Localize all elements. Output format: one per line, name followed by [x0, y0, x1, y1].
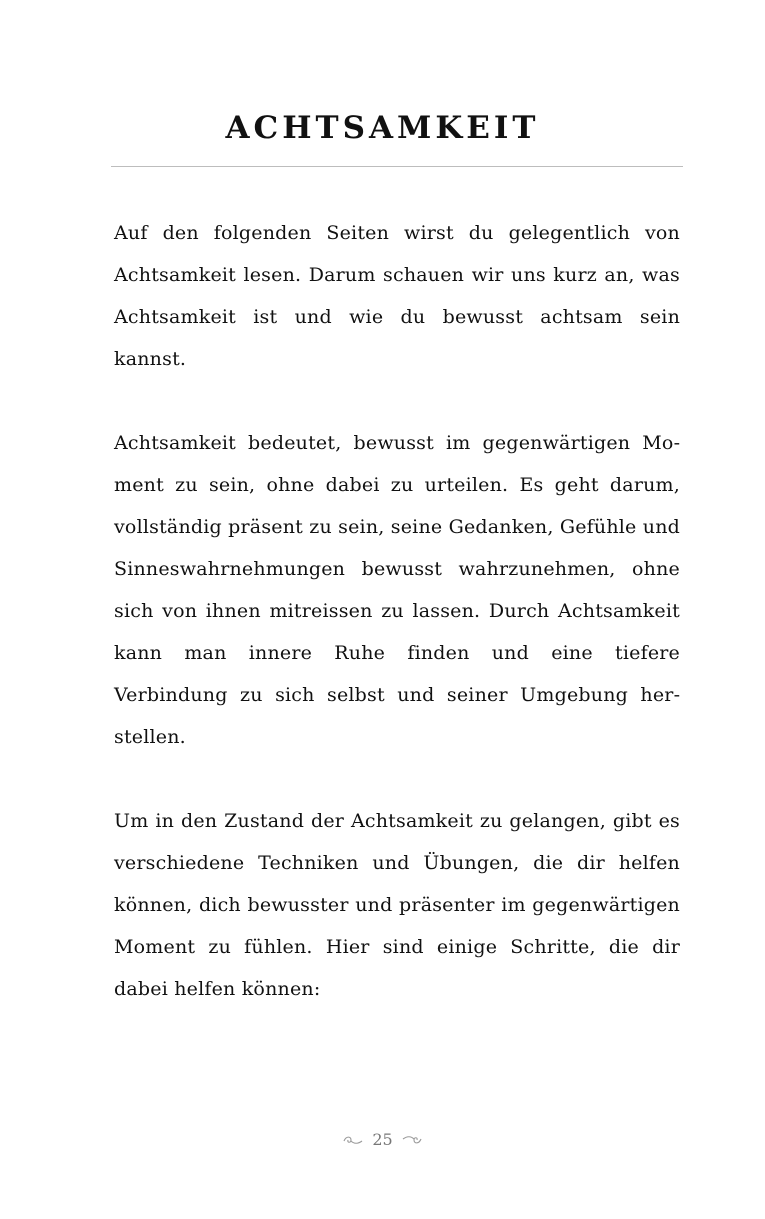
swirl-ornament-icon	[401, 1134, 423, 1146]
chapter-title: ACHTSAMKEIT	[225, 110, 540, 146]
paragraph-1: Auf den folgenden Seiten wirst du gelegentlich von Achtsamkeit lesen. Darum schauen wir uns kurz an, was Achtsamkeit ist und wie du bewusst achtsam sein kannst.	[114, 222, 680, 370]
title-divider	[111, 166, 683, 167]
paragraph-2: Achtsamkeit bedeutet, bewusst im gegenwärtigen Moment zu sein, ohne dabei zu urteilen. Es geht darum, vollständig präsent zu sein, seine Gedanken, Gefühle und Sinneswahrnehmungen bewusst wahrzunehmen, ohne sich von ihnen mitreissen zu lassen. Durch Achtsamkeit kann man innere Ruhe finden und eine tiefere Verbindung zu sich selbst und seiner Umgebung herstellen.	[114, 432, 680, 748]
swirl-ornament-icon	[342, 1134, 364, 1146]
body-text	[114, 212, 680, 1010]
paragraph-3: Um in den Zustand der Achtsamkeit zu gelangen, gibt es verschiedene Techniken und Übungen, die dir helfen können, dich bewusster und präsenter im gegenwärtigen Moment zu fühlen. Hier sind einige Schritte, die dir dabei helfen können:	[114, 810, 680, 1000]
page-footer	[0, 1130, 765, 1149]
page-number: 25	[372, 1130, 393, 1149]
